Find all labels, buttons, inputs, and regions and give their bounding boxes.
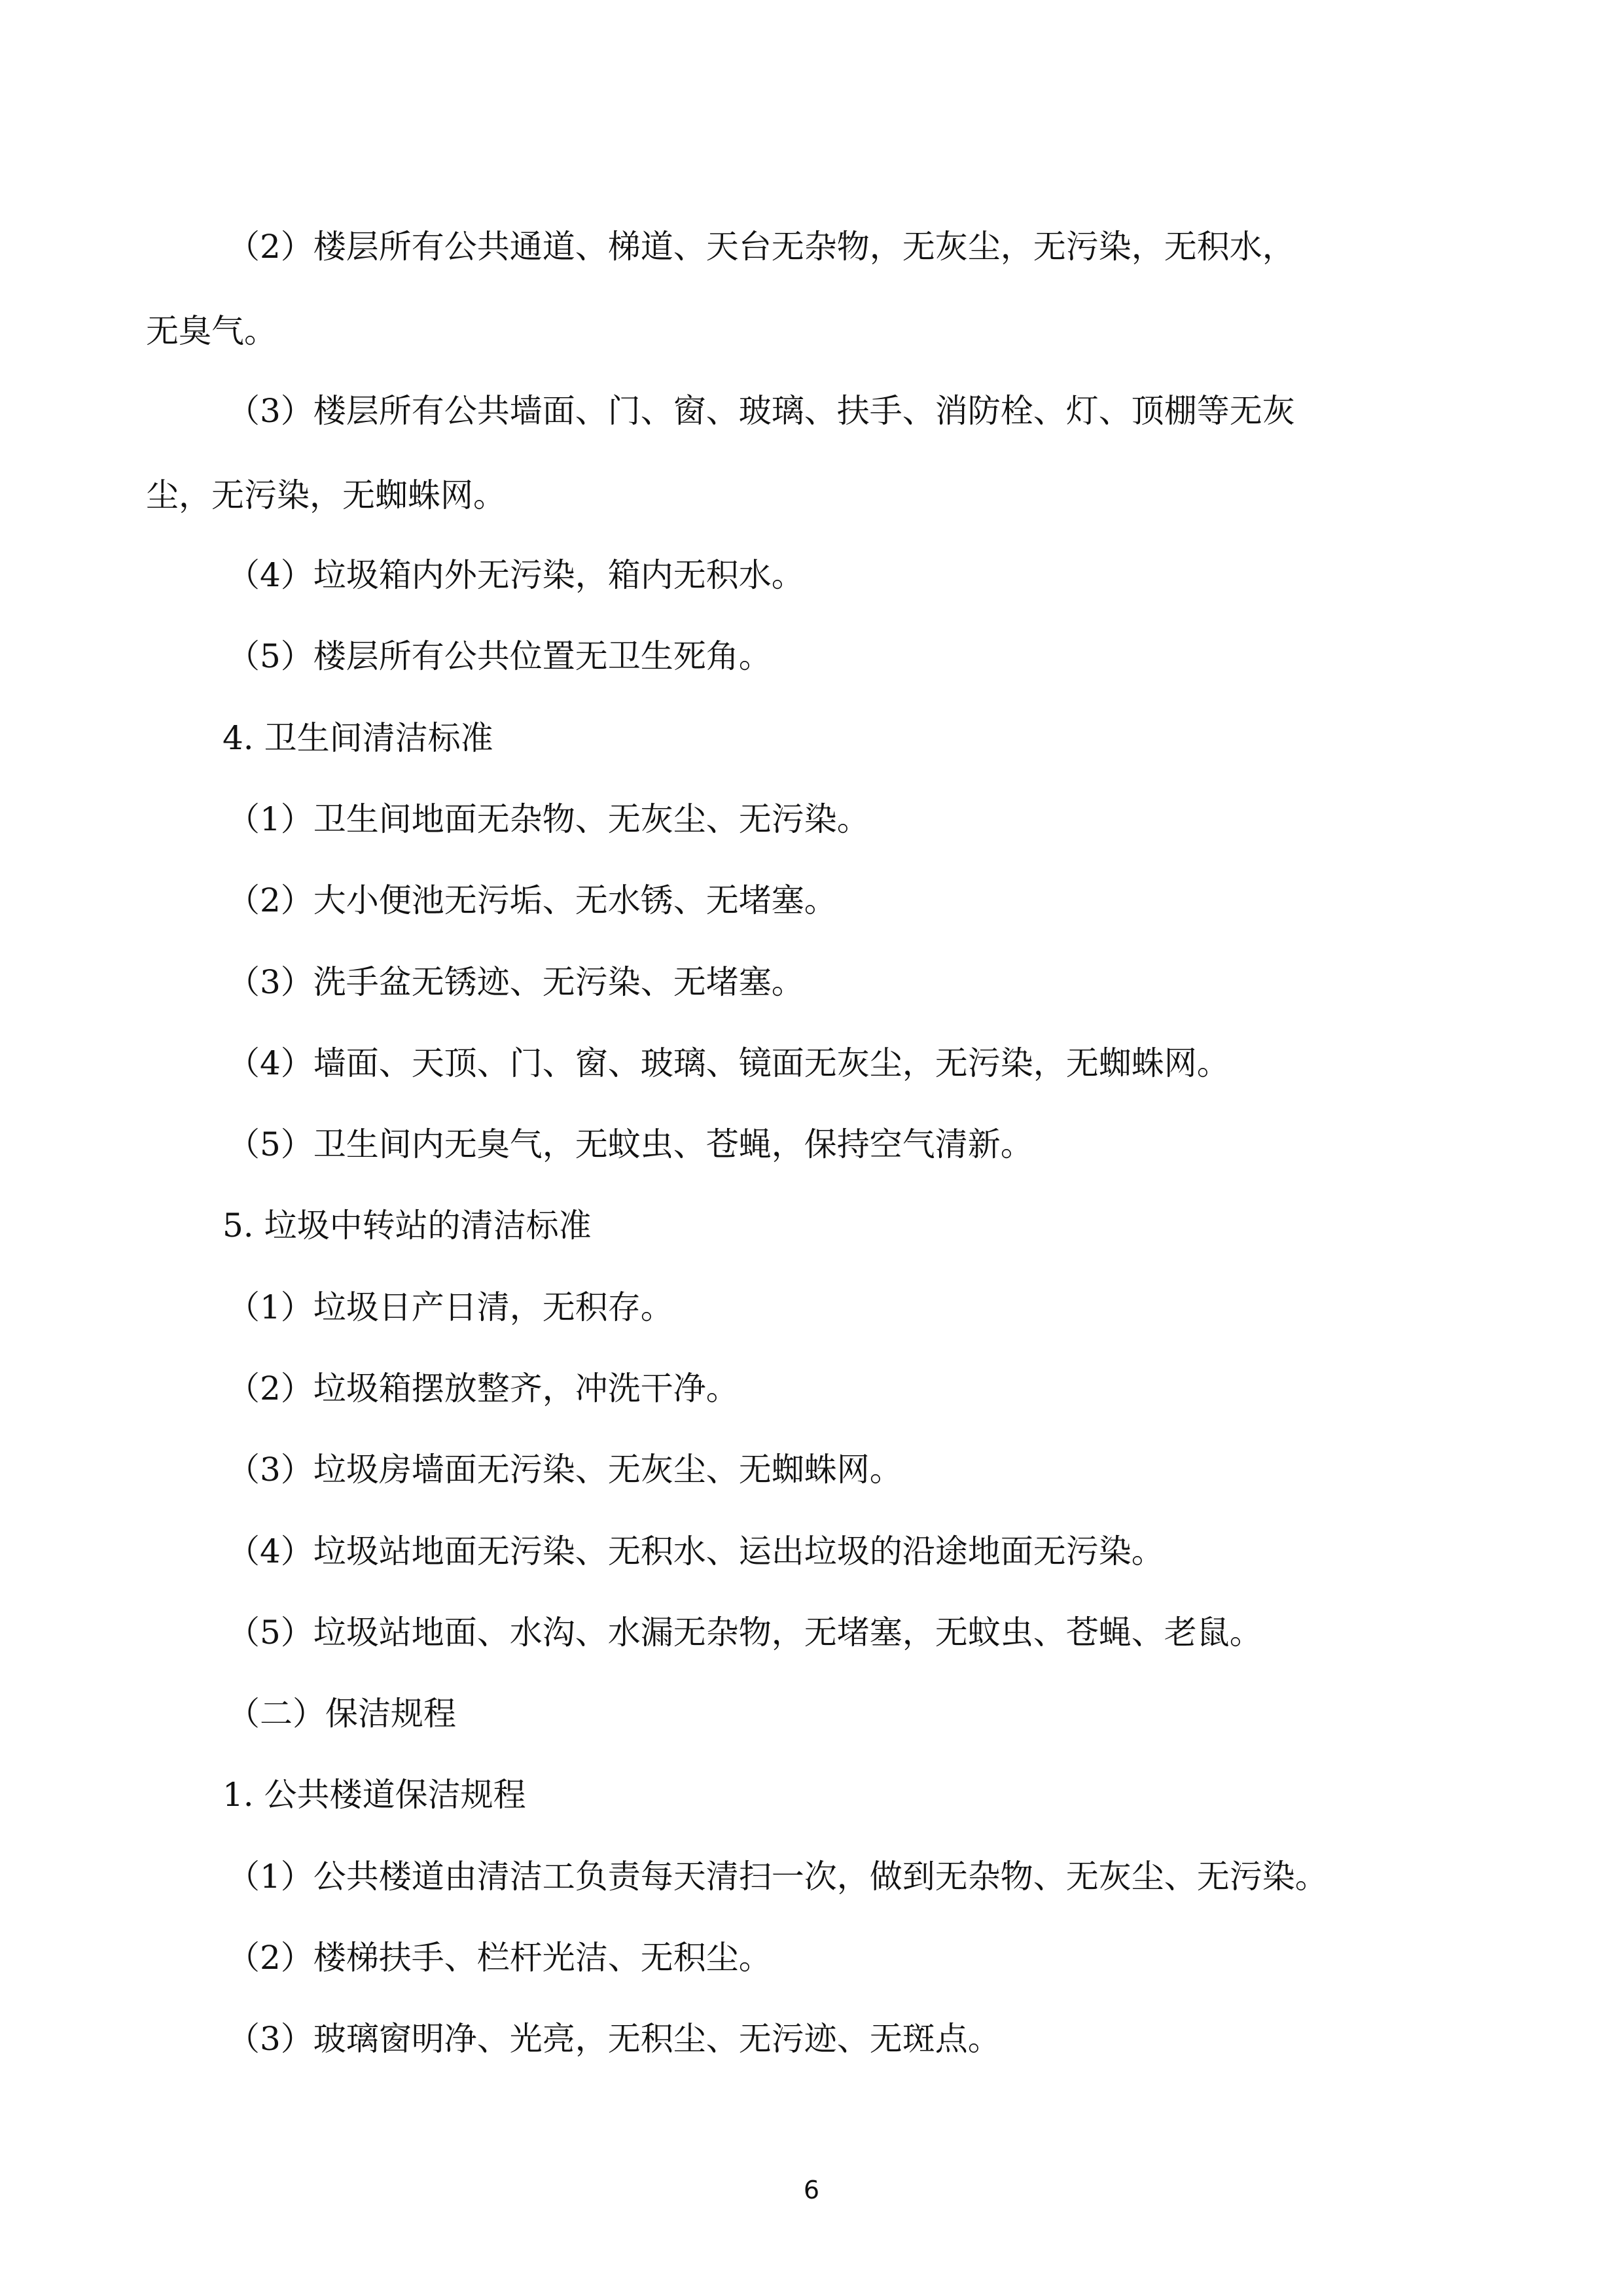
text-line: （2）垃圾箱摆放整齐，冲洗干净。 bbox=[227, 1369, 739, 1407]
text-line: （3）垃圾房墙面无污染、无灰尘、无蜘蛛网。 bbox=[227, 1451, 902, 1489]
section-heading: 1. 公共楼道保洁规程 bbox=[223, 1776, 526, 1814]
text-line: （5）楼层所有公共位置无卫生死角。 bbox=[227, 637, 772, 675]
text-line: （4）墙面、天顶、门、窗、玻璃、镜面无灰尘，无污染，无蜘蛛网。 bbox=[227, 1044, 1230, 1082]
text-line: （5）卫生间内无臭气，无蚊虫、苍蝇，保持空气清新。 bbox=[227, 1125, 1033, 1163]
text-line: 无臭气。 bbox=[146, 312, 277, 350]
text-line: （2）楼层所有公共通道、梯道、天台无杂物，无灰尘，无污染，无积水， bbox=[227, 228, 1295, 266]
page-number: 6 bbox=[803, 2176, 820, 2204]
text-line: （2）大小便池无污垢、无水锈、无堵塞。 bbox=[227, 881, 837, 919]
text-line: （2）楼梯扶手、栏杆光洁、无积尘。 bbox=[227, 1939, 772, 1977]
text-line: （4）垃圾站地面无污染、无积水、运出垃圾的沿途地面无污染。 bbox=[227, 1532, 1164, 1570]
text-line: （3）玻璃窗明净、光亮，无积尘、无污迹、无斑点。 bbox=[227, 2020, 1001, 2058]
text-line: （3）洗手盆无锈迹、无污染、无堵塞。 bbox=[227, 963, 804, 1001]
section-heading: 4. 卫生间清洁标准 bbox=[223, 719, 493, 757]
text-line: （1）公共楼道由清洁工负责每天清扫一次，做到无杂物、无灰尘、无污染。 bbox=[227, 1858, 1328, 1896]
text-line: 尘，无污染，无蜘蛛网。 bbox=[146, 476, 506, 514]
section-heading: 5. 垃圾中转站的清洁标准 bbox=[223, 1207, 592, 1245]
text-line: （4）垃圾箱内外无污染，箱内无积水。 bbox=[227, 556, 804, 594]
section-heading: （二）保洁规程 bbox=[227, 1695, 456, 1733]
text-line: （1）垃圾日产日清，无积存。 bbox=[227, 1288, 673, 1326]
text-line: （5）垃圾站地面、水沟、水漏无杂物，无堵塞，无蚊虫、苍蝇、老鼠。 bbox=[227, 1614, 1262, 1651]
text-line: （3）楼层所有公共墙面、门、窗、玻璃、扶手、消防栓、灯、顶棚等无灰 bbox=[227, 392, 1295, 430]
text-line: （1）卫生间地面无杂物、无灰尘、无污染。 bbox=[227, 800, 870, 838]
